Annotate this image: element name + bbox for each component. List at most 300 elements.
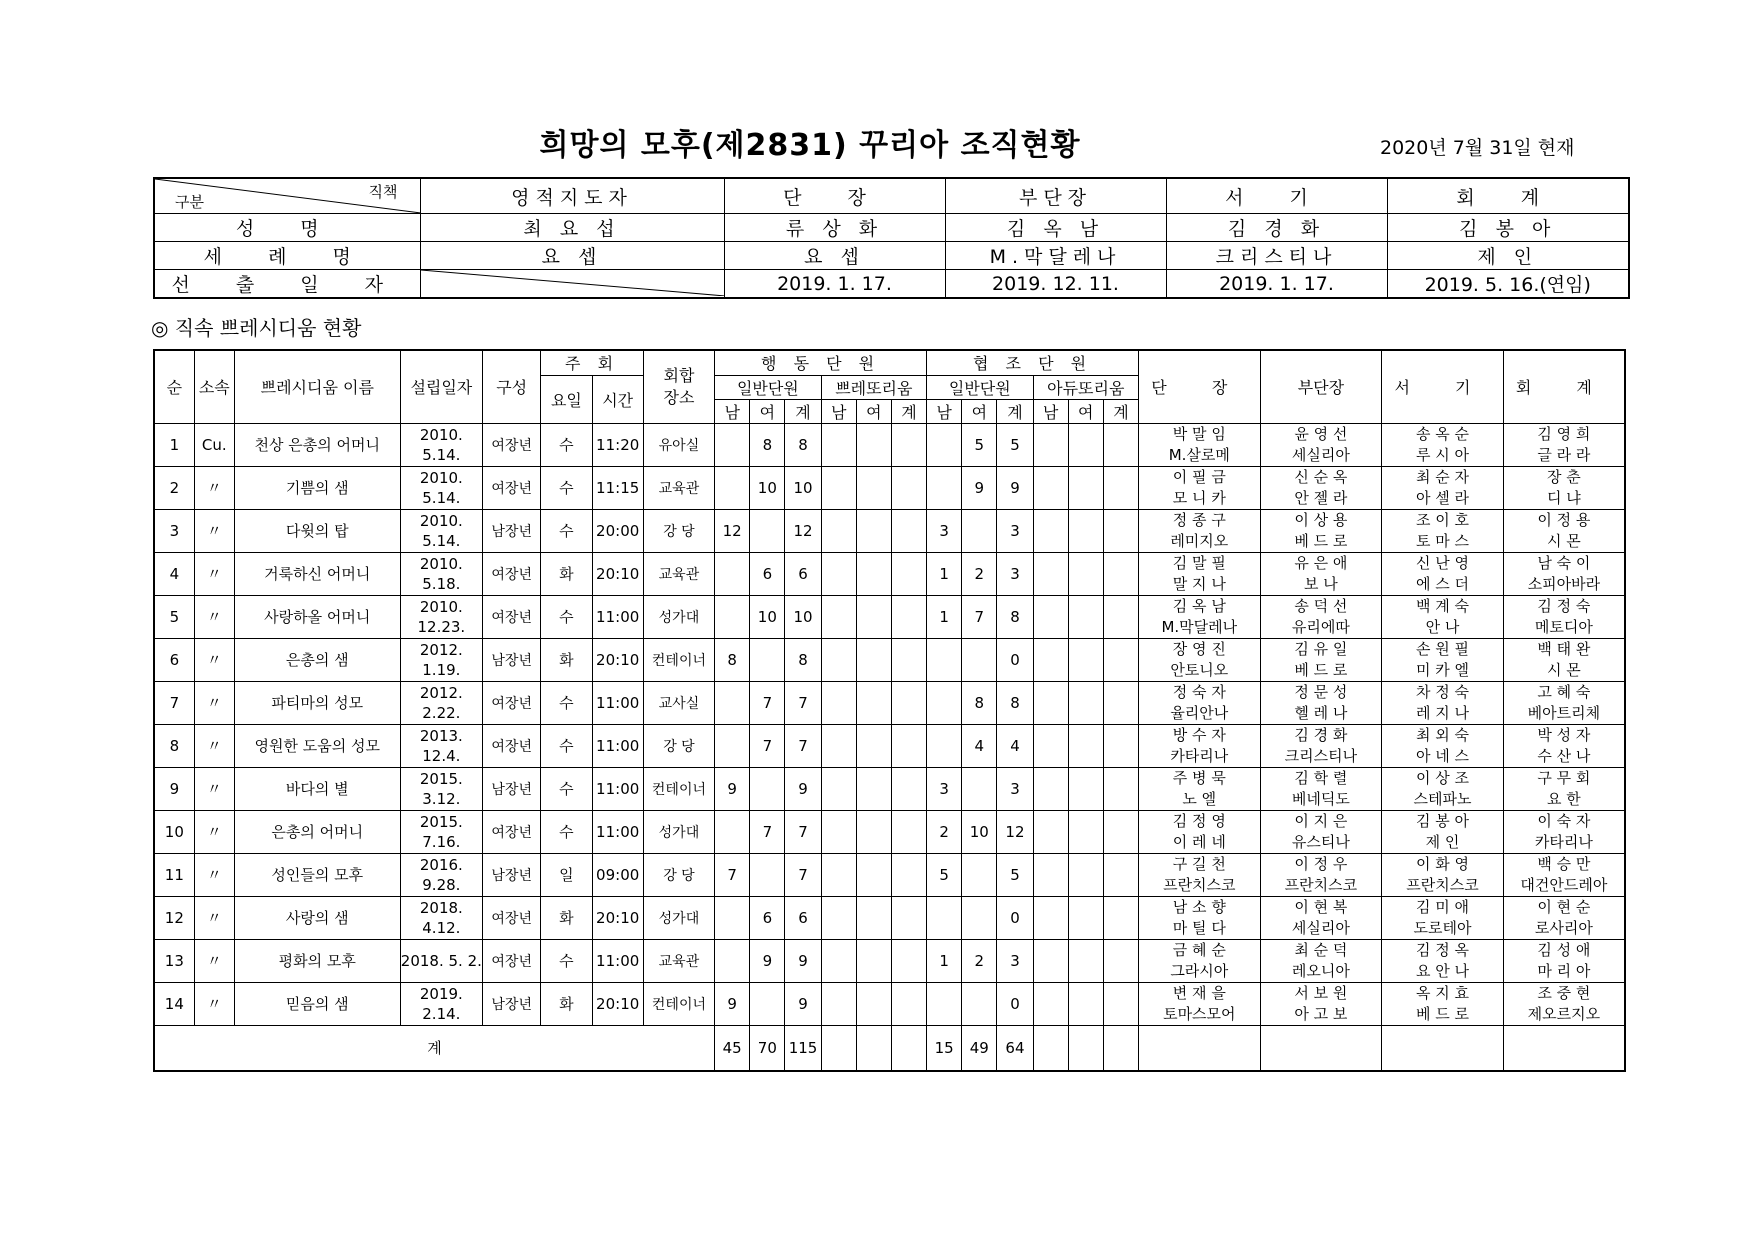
row-meeting-day: 화 <box>541 552 592 595</box>
row-treasurer-baptismal-name: 요 한 <box>1547 789 1581 808</box>
officer-col-spiritual-director: 영적지도자 <box>420 178 724 214</box>
officer-baptismal-name: 제 인 <box>1387 242 1629 270</box>
row-treasurer <box>1503 853 1625 896</box>
row-adjutorian-total <box>1103 509 1138 552</box>
row-founded-date: 2010. 12.23. <box>400 595 482 638</box>
row-pretorian-male <box>821 810 856 853</box>
row-founded-date: 2010. 5.18. <box>400 552 482 595</box>
row-aux-female <box>962 853 997 896</box>
col-weekly-meeting: 주 회 <box>541 350 643 375</box>
row-adjutorian-total <box>1103 810 1138 853</box>
row-vice-president-name: 김 학 렬 <box>1294 768 1348 787</box>
row-president-baptismal-name: 카타리나 <box>1170 746 1229 765</box>
officer-name: 최 요 섭 <box>420 214 724 242</box>
row-treasurer-name: 박 성 자 <box>1537 725 1591 744</box>
row-adjutorian-total <box>1103 724 1138 767</box>
row-number: 10 <box>154 810 194 853</box>
officer-baptismal-name: 크리스티나 <box>1166 242 1387 270</box>
row-treasurer-name: 백 태 완 <box>1537 639 1591 658</box>
row-meeting-day: 수 <box>541 595 592 638</box>
row-treasurer-name: 고 혜 숙 <box>1537 682 1591 701</box>
row-secretary-name: 이 화 영 <box>1415 854 1469 873</box>
row-aux-total: 3 <box>997 509 1033 552</box>
row-vice-president-name: 유 은 애 <box>1294 553 1348 572</box>
row-secretary-baptismal-name: 레 지 나 <box>1415 703 1469 722</box>
row-adjutorian-total <box>1103 681 1138 724</box>
row-affiliation: Cu. <box>194 423 234 466</box>
table-row <box>154 896 1625 939</box>
row-adjutorian-male <box>1033 509 1068 552</box>
row-adjutorian-male <box>1033 982 1068 1025</box>
row-praesidium-name: 영원한 도움의 성모 <box>234 724 400 767</box>
row-adjutorian-female <box>1068 724 1103 767</box>
row-active-total: 10 <box>785 595 821 638</box>
row-composition: 여장년 <box>483 552 541 595</box>
row-adjutorian-male <box>1033 552 1068 595</box>
row-number: 4 <box>154 552 194 595</box>
row-secretary-baptismal-name: 아 네 스 <box>1415 746 1469 765</box>
col-active-members: 행 동 단 원 <box>715 350 927 375</box>
row-president <box>1139 853 1261 896</box>
row-meeting-place: 유아실 <box>643 423 714 466</box>
row-aux-female <box>962 896 997 939</box>
row-aux-male: 5 <box>927 853 962 896</box>
row-treasurer-name: 김 영 희 <box>1537 424 1591 443</box>
col-total: 계 <box>1103 399 1138 423</box>
col-total: 계 <box>997 399 1033 423</box>
row-adjutorian-female <box>1068 767 1103 810</box>
row-composition: 남장년 <box>483 982 541 1025</box>
row-treasurer-name: 구 무 회 <box>1537 768 1591 787</box>
row-president-name: 구 길 천 <box>1172 854 1226 873</box>
row-active-total: 7 <box>785 853 821 896</box>
row-pretorian-male <box>821 767 856 810</box>
row-treasurer <box>1503 466 1625 509</box>
row-pretorian-male <box>821 853 856 896</box>
blank-diagonal <box>421 270 725 296</box>
row-meeting-time: 09:00 <box>592 853 643 896</box>
row-active-male: 9 <box>715 767 750 810</box>
row-affiliation: 〃 <box>194 982 234 1025</box>
row-vice-president-baptismal-name: 베네딕도 <box>1291 789 1350 808</box>
row-adjutorian-total <box>1103 853 1138 896</box>
row-adjutorian-total <box>1103 638 1138 681</box>
row-vice-president-baptismal-name: 베 드 로 <box>1294 531 1348 550</box>
col-affiliation: 소속 <box>194 350 234 423</box>
row-composition: 남장년 <box>483 638 541 681</box>
row-active-female: 6 <box>750 552 785 595</box>
row-praesidium-name: 사랑의 샘 <box>234 896 400 939</box>
row-secretary <box>1382 681 1504 724</box>
row-active-total: 6 <box>785 896 821 939</box>
row-vice-president <box>1260 466 1382 509</box>
row-president-baptismal-name: 프란치스코 <box>1163 875 1236 894</box>
row-composition: 여장년 <box>483 724 541 767</box>
row-vice-president-baptismal-name: 프란치스코 <box>1284 875 1358 894</box>
row-adjutorian-male <box>1033 724 1068 767</box>
row-treasurer <box>1503 767 1625 810</box>
row-secretary <box>1382 466 1504 509</box>
row-president <box>1139 423 1261 466</box>
total-adjutorian-total <box>1103 1025 1138 1071</box>
row-treasurer-baptismal-name: 마 리 아 <box>1537 961 1591 980</box>
row-meeting-day: 수 <box>541 810 592 853</box>
row-active-male <box>715 595 750 638</box>
total-pretorian-female <box>856 1025 891 1071</box>
row-vice-president-name: 김 유 일 <box>1294 639 1348 658</box>
officer-col-treasurer: 회 계 <box>1387 178 1629 214</box>
row-aux-male <box>927 466 962 509</box>
row-active-total: 8 <box>785 423 821 466</box>
col-male: 남 <box>821 399 856 423</box>
row-treasurer-baptismal-name: 로사리아 <box>1534 918 1593 937</box>
row-president-baptismal-name: 마 틸 다 <box>1172 918 1226 937</box>
col-auxiliary-members: 협 조 단 원 <box>927 350 1139 375</box>
row-pretorian-male <box>821 509 856 552</box>
row-vice-president-name: 이 현 복 <box>1294 897 1348 916</box>
row-treasurer-baptismal-name: 소피아바라 <box>1527 574 1601 593</box>
row-meeting-time: 20:10 <box>592 638 643 681</box>
row-meeting-day: 수 <box>541 724 592 767</box>
row-composition: 여장년 <box>483 466 541 509</box>
row-pretorian-male <box>821 939 856 982</box>
col-active-pretorian: 쁘레또리움 <box>821 375 926 399</box>
row-vice-president-name: 윤 영 선 <box>1294 424 1348 443</box>
row-number: 6 <box>154 638 194 681</box>
row-meeting-time: 11:00 <box>592 724 643 767</box>
row-vice-president-name: 정 문 성 <box>1294 682 1348 701</box>
table-row <box>154 509 1625 552</box>
row-vice-president-baptismal-name: 베 드 로 <box>1294 660 1348 679</box>
table-row <box>154 853 1625 896</box>
document-title: 희망의 모후(제2831) 꾸리아 조직현황 <box>539 128 1081 163</box>
row-pretorian-total <box>891 638 926 681</box>
row-adjutorian-total <box>1103 896 1138 939</box>
row-aux-female <box>962 638 997 681</box>
row-meeting-day: 수 <box>541 423 592 466</box>
row-aux-total: 3 <box>997 552 1033 595</box>
row-vice-president-name: 이 지 은 <box>1294 811 1348 830</box>
row-president-name: 이 필 금 <box>1172 467 1226 486</box>
row-president-baptismal-name: 토마스모어 <box>1163 1004 1236 1023</box>
row-secretary-baptismal-name: 스테파노 <box>1413 789 1472 808</box>
row-treasurer <box>1503 638 1625 681</box>
row-active-female <box>750 638 785 681</box>
row-president <box>1139 896 1261 939</box>
row-treasurer <box>1503 681 1625 724</box>
row-pretorian-female <box>856 681 891 724</box>
row-composition: 여장년 <box>483 423 541 466</box>
row-aux-female <box>962 982 997 1025</box>
row-affiliation: 〃 <box>194 552 234 595</box>
row-president-name: 금 혜 순 <box>1172 940 1226 959</box>
row-treasurer-baptismal-name: 시 몬 <box>1547 531 1581 550</box>
row-meeting-place: 강 당 <box>643 509 714 552</box>
row-founded-date: 2012. 1.19. <box>400 638 482 681</box>
total-president <box>1139 1025 1261 1071</box>
row-treasurer-baptismal-name: 대건안드레아 <box>1520 875 1608 894</box>
row-active-female <box>750 982 785 1025</box>
row-pretorian-total <box>891 423 926 466</box>
row-treasurer-name: 이 정 용 <box>1537 510 1591 529</box>
row-secretary <box>1382 767 1504 810</box>
row-treasurer <box>1503 724 1625 767</box>
officer-name: 류 상 화 <box>724 214 945 242</box>
row-composition: 남장년 <box>483 509 541 552</box>
row-composition: 여장년 <box>483 896 541 939</box>
officer-election-date: 2019. 1. 17. <box>1166 270 1387 299</box>
row-founded-date: 2018. 4.12. <box>400 896 482 939</box>
row-treasurer <box>1503 423 1625 466</box>
row-active-total: 6 <box>785 552 821 595</box>
row-president-baptismal-name: 노 엘 <box>1182 789 1217 808</box>
row-pretorian-female <box>856 552 891 595</box>
row-pretorian-total <box>891 595 926 638</box>
row-active-female: 9 <box>750 939 785 982</box>
table-row <box>154 939 1625 982</box>
table-row <box>154 638 1625 681</box>
row-president <box>1139 595 1261 638</box>
row-president <box>1139 982 1261 1025</box>
row-aux-male <box>927 982 962 1025</box>
row-secretary-name: 손 원 필 <box>1415 639 1469 658</box>
row-secretary-baptismal-name: 루 시 아 <box>1415 445 1469 464</box>
row-meeting-place: 강 당 <box>643 853 714 896</box>
row-praesidium-name: 믿음의 샘 <box>234 982 400 1025</box>
row-pretorian-male <box>821 681 856 724</box>
officer-name: 김 옥 남 <box>945 214 1166 242</box>
officer-row-label-name: 성 명 <box>154 214 420 242</box>
col-praesidium-name: 쁘레시디움 이름 <box>234 350 400 423</box>
row-secretary-baptismal-name: 프란치스코 <box>1406 875 1479 894</box>
row-secretary <box>1382 982 1504 1025</box>
row-number: 1 <box>154 423 194 466</box>
row-secretary-baptismal-name: 베 드 로 <box>1415 1004 1469 1023</box>
col-day: 요일 <box>541 375 592 423</box>
row-secretary-name: 차 정 숙 <box>1415 682 1469 701</box>
row-number: 2 <box>154 466 194 509</box>
table-row <box>154 595 1625 638</box>
row-meeting-place: 컨테이너 <box>643 982 714 1025</box>
row-active-male <box>715 552 750 595</box>
row-aux-female: 5 <box>962 423 997 466</box>
row-affiliation: 〃 <box>194 767 234 810</box>
row-aux-total: 4 <box>997 724 1033 767</box>
row-active-male: 9 <box>715 982 750 1025</box>
officer-baptismal-name: 요 셉 <box>724 242 945 270</box>
officers-corner-cell <box>154 178 420 214</box>
row-vice-president-name: 신 순 옥 <box>1294 467 1348 486</box>
row-pretorian-total <box>891 939 926 982</box>
row-vice-president-baptismal-name: 안 젤 라 <box>1294 488 1348 507</box>
row-aux-female: 4 <box>962 724 997 767</box>
row-meeting-day: 일 <box>541 853 592 896</box>
col-male: 남 <box>927 399 962 423</box>
row-pretorian-female <box>856 595 891 638</box>
col-female: 여 <box>856 399 891 423</box>
row-adjutorian-male <box>1033 939 1068 982</box>
corner-label-category: 구분 <box>175 193 204 211</box>
row-founded-date: 2015. 3.12. <box>400 767 482 810</box>
row-secretary-name: 이 상 조 <box>1415 768 1469 787</box>
row-founded-date: 2016. 9.28. <box>400 853 482 896</box>
row-adjutorian-male <box>1033 638 1068 681</box>
officers-table <box>153 177 1630 299</box>
section-title: ◎ 직속 쁘레시디움 현황 <box>151 316 362 340</box>
row-affiliation: 〃 <box>194 939 234 982</box>
row-meeting-time: 11:00 <box>592 681 643 724</box>
row-meeting-place: 강 당 <box>643 724 714 767</box>
row-treasurer-name: 백 승 만 <box>1537 854 1591 873</box>
row-vice-president <box>1260 810 1382 853</box>
row-president-name: 남 소 향 <box>1172 897 1226 916</box>
row-pretorian-female <box>856 724 891 767</box>
row-vice-president-baptismal-name: 세실리아 <box>1291 445 1350 464</box>
row-affiliation: 〃 <box>194 810 234 853</box>
row-pretorian-female <box>856 638 891 681</box>
row-aux-total: 5 <box>997 423 1033 466</box>
row-aux-total: 3 <box>997 939 1033 982</box>
row-pretorian-male <box>821 982 856 1025</box>
row-vice-president <box>1260 595 1382 638</box>
row-secretary-name: 김 봉 아 <box>1415 811 1469 830</box>
col-total: 계 <box>785 399 821 423</box>
row-adjutorian-total <box>1103 423 1138 466</box>
row-number: 9 <box>154 767 194 810</box>
row-adjutorian-total <box>1103 939 1138 982</box>
row-president <box>1139 810 1261 853</box>
row-meeting-time: 11:15 <box>592 466 643 509</box>
row-adjutorian-total <box>1103 982 1138 1025</box>
row-pretorian-female <box>856 982 891 1025</box>
row-president-name: 박 말 임 <box>1172 424 1226 443</box>
row-treasurer-name: 김 성 애 <box>1537 940 1591 959</box>
row-pretorian-female <box>856 466 891 509</box>
row-president-name: 김 말 필 <box>1172 553 1226 572</box>
row-vice-president-baptismal-name: 유스티나 <box>1291 832 1350 851</box>
row-treasurer-name: 남 숙 이 <box>1537 553 1591 572</box>
row-secretary-baptismal-name: 도로테아 <box>1413 918 1472 937</box>
row-active-female: 10 <box>750 466 785 509</box>
row-pretorian-male <box>821 724 856 767</box>
as-of-date: 2020년 7월 31일 현재 <box>1380 137 1575 159</box>
row-vice-president-baptismal-name: 헬 레 나 <box>1294 703 1348 722</box>
row-active-male <box>715 810 750 853</box>
row-vice-president-name: 김 경 화 <box>1294 725 1348 744</box>
row-secretary-name: 김 미 애 <box>1415 897 1469 916</box>
officer-election-date: 2019. 5. 16.(연임) <box>1387 270 1629 299</box>
row-vice-president-baptismal-name: 레오니아 <box>1291 961 1350 980</box>
row-aux-female <box>962 767 997 810</box>
row-praesidium-name: 은총의 샘 <box>234 638 400 681</box>
table-row <box>154 982 1625 1025</box>
col-female: 여 <box>1068 399 1103 423</box>
officer-col-secretary: 서 기 <box>1166 178 1387 214</box>
row-pretorian-total <box>891 552 926 595</box>
col-treasurer: 회 계 <box>1503 350 1625 423</box>
row-secretary <box>1382 939 1504 982</box>
row-vice-president <box>1260 638 1382 681</box>
row-secretary <box>1382 595 1504 638</box>
row-aux-male: 1 <box>927 595 962 638</box>
row-meeting-time: 11:00 <box>592 767 643 810</box>
row-aux-total: 5 <box>997 853 1033 896</box>
row-adjutorian-total <box>1103 595 1138 638</box>
row-adjutorian-female <box>1068 681 1103 724</box>
row-vice-president <box>1260 982 1382 1025</box>
row-aux-male: 1 <box>927 552 962 595</box>
corner-label-role: 직책 <box>368 183 398 201</box>
row-aux-total: 9 <box>997 466 1033 509</box>
row-secretary-name: 조 이 호 <box>1415 510 1469 529</box>
row-aux-male <box>927 638 962 681</box>
row-aux-female: 7 <box>962 595 997 638</box>
row-pretorian-female <box>856 509 891 552</box>
row-pretorian-total <box>891 724 926 767</box>
row-adjutorian-female <box>1068 939 1103 982</box>
row-secretary-name: 최 외 숙 <box>1415 725 1469 744</box>
row-meeting-time: 20:10 <box>592 552 643 595</box>
row-aux-male <box>927 896 962 939</box>
row-meeting-time: 20:10 <box>592 982 643 1025</box>
officer-election-date-blank <box>420 270 724 299</box>
table-row <box>154 423 1625 466</box>
row-vice-president-name: 이 정 우 <box>1294 854 1348 873</box>
row-treasurer-baptismal-name: 베아트리체 <box>1527 703 1601 722</box>
row-president-baptismal-name: M.막달레나 <box>1161 617 1238 636</box>
row-secretary-baptismal-name: 미 카 엘 <box>1415 660 1469 679</box>
col-time: 시간 <box>592 375 643 423</box>
row-number: 7 <box>154 681 194 724</box>
officer-baptismal-name: 요 셉 <box>420 242 724 270</box>
row-vice-president-baptismal-name: 세실리아 <box>1291 918 1350 937</box>
row-founded-date: 2019. 2.14. <box>400 982 482 1025</box>
row-treasurer <box>1503 896 1625 939</box>
row-affiliation: 〃 <box>194 595 234 638</box>
row-aux-female: 8 <box>962 681 997 724</box>
row-meeting-place: 교육관 <box>643 552 714 595</box>
row-pretorian-female <box>856 810 891 853</box>
row-secretary-name: 김 정 옥 <box>1415 940 1469 959</box>
row-number: 3 <box>154 509 194 552</box>
row-vice-president-baptismal-name: 보 나 <box>1304 574 1338 593</box>
row-pretorian-total <box>891 896 926 939</box>
row-adjutorian-male <box>1033 423 1068 466</box>
total-pretorian-male <box>821 1025 856 1071</box>
table-row <box>154 466 1625 509</box>
row-president-name: 김 정 영 <box>1172 811 1226 830</box>
row-affiliation: 〃 <box>194 638 234 681</box>
row-vice-president <box>1260 423 1382 466</box>
row-aux-female <box>962 509 997 552</box>
row-secretary-name: 옥 지 효 <box>1415 983 1469 1002</box>
officer-baptismal-name: M.막달레나 <box>945 242 1166 270</box>
row-number: 11 <box>154 853 194 896</box>
row-active-male <box>715 896 750 939</box>
row-founded-date: 2010. 5.14. <box>400 466 482 509</box>
row-active-female: 8 <box>750 423 785 466</box>
row-secretary-baptismal-name: 안 나 <box>1425 617 1460 636</box>
row-pretorian-total <box>891 810 926 853</box>
row-composition: 남장년 <box>483 853 541 896</box>
row-secretary-name: 최 순 자 <box>1415 467 1469 486</box>
row-adjutorian-female <box>1068 466 1103 509</box>
row-adjutorian-female <box>1068 853 1103 896</box>
row-secretary-name: 신 난 영 <box>1415 553 1469 572</box>
officer-row-label-baptismal-name: 세 례 명 <box>154 242 420 270</box>
row-adjutorian-male <box>1033 896 1068 939</box>
row-treasurer-baptismal-name: 디 냐 <box>1547 488 1581 507</box>
